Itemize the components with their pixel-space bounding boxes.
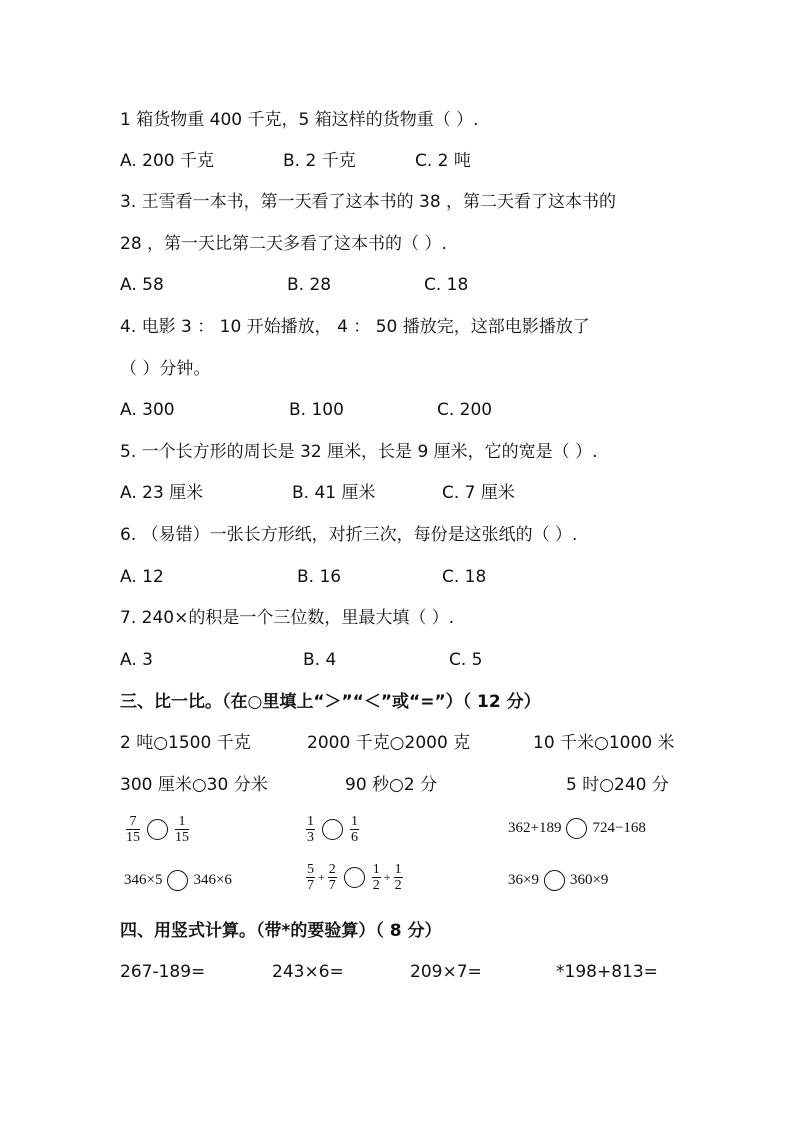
compare-circle[interactable] xyxy=(147,819,168,840)
calc-item: 267-189= xyxy=(120,962,206,982)
expression-compare-3: 36×9 360×9 xyxy=(508,870,608,891)
fraction-compare-1 xyxy=(124,814,191,845)
q6-option-c: C. 18 xyxy=(442,567,487,587)
section-3-heading: 三、比一比。（在○里填上“＞”“＜”或“=”）（ 12 分） xyxy=(120,692,541,712)
compare-item: 300 厘米○30 分米 xyxy=(120,775,268,795)
compare-circle[interactable] xyxy=(167,870,188,891)
q4-option-a: A. 300 xyxy=(120,400,175,420)
fraction: $\frac{5}{7}$ xyxy=(307,862,314,893)
question-3-line-2: 28 ，第一天比第二天多看了这本书的（ ）. xyxy=(120,234,447,254)
fraction: $\frac{7}{15}$ xyxy=(126,814,140,845)
fraction: $\frac{1}{15}$ xyxy=(175,814,189,845)
q6-option-b: B. 16 xyxy=(297,567,342,587)
q3-option-b: B. 28 xyxy=(287,275,332,295)
section-4-heading: 四、用竖式计算。（带*的要验算）（ 8 分） xyxy=(120,921,442,941)
fraction-compare-2 xyxy=(304,814,361,845)
q5-option-a: A. 23 厘米 xyxy=(120,483,204,503)
compare-item: 10 千米○1000 米 xyxy=(533,733,675,753)
q7-option-b: B. 4 xyxy=(303,650,337,670)
question-1-text: 1 箱货物重 400 千克，5 箱这样的货物重（ ）. xyxy=(120,110,479,130)
question-6-text: 6. （易错）一张长方形纸，对折三次，每份是这张纸的（ ）. xyxy=(120,525,578,545)
compare-item: 90 秒○2 分 xyxy=(345,775,438,795)
q6-option-a: A. 12 xyxy=(120,567,164,587)
compare-item: 5 时○240 分 xyxy=(566,775,669,795)
fraction-sum-compare: $\frac{5}{7}$ + $\frac{2}{7}$ $\frac{1}{2}$ + $\frac{1}{2}$ xyxy=(307,862,402,893)
question-4-line-2: （ ）分钟。 xyxy=(120,359,211,379)
compare-item: 2 吨○1500 千克 xyxy=(120,733,251,753)
expression-compare-1: 362+189 724−168 xyxy=(508,818,646,839)
q1-option-a: A. 200 千克 xyxy=(120,151,214,171)
fraction: $\frac{1}{6}$ xyxy=(351,814,358,845)
q7-option-c: C. 5 xyxy=(449,650,483,670)
fraction: $\frac{2}{7}$ xyxy=(328,862,336,893)
question-7-text: 7. 240×的积是一个三位数，里最大填（ ）. xyxy=(120,608,455,628)
q7-option-a: A. 3 xyxy=(120,650,153,670)
fraction: $\frac{1}{2}$ xyxy=(372,862,380,893)
fraction: $\frac{1}{3}$ xyxy=(307,814,314,845)
q4-option-b: B. 100 xyxy=(289,400,344,420)
calc-item: 243×6= xyxy=(272,962,344,982)
q3-option-a: A. 58 xyxy=(120,275,164,295)
calc-item: 209×7= xyxy=(410,962,482,982)
compare-circle[interactable] xyxy=(344,867,365,888)
expression-compare-2: 346×5 346×6 xyxy=(124,870,232,891)
q1-option-c: C. 2 吨 xyxy=(415,151,471,171)
compare-circle[interactable] xyxy=(566,818,587,839)
fraction: $\frac{1}{2}$ xyxy=(394,862,402,893)
q5-option-c: C. 7 厘米 xyxy=(442,483,515,503)
compare-circle[interactable] xyxy=(322,819,343,840)
question-3-line-1: 3. 王雪看一本书，第一天看了这本书的 38 ，第二天看了这本书的 xyxy=(120,192,617,212)
q5-option-b: B. 41 厘米 xyxy=(292,483,376,503)
q1-option-b: B. 2 千克 xyxy=(283,151,356,171)
q3-option-c: C. 18 xyxy=(424,275,469,295)
calc-item: *198+813= xyxy=(556,962,658,982)
q4-option-c: C. 200 xyxy=(437,400,493,420)
compare-item: 2000 千克○2000 克 xyxy=(307,733,471,753)
question-5-text: 5. 一个长方形的周长是 32 厘米，长是 9 厘米，它的宽是（ ）. xyxy=(120,442,598,462)
compare-circle[interactable] xyxy=(544,870,565,891)
question-4-line-1: 4. 电影 3 ： 10 开始播放， 4 ： 50 播放完，这部电影播放了 xyxy=(120,317,590,337)
